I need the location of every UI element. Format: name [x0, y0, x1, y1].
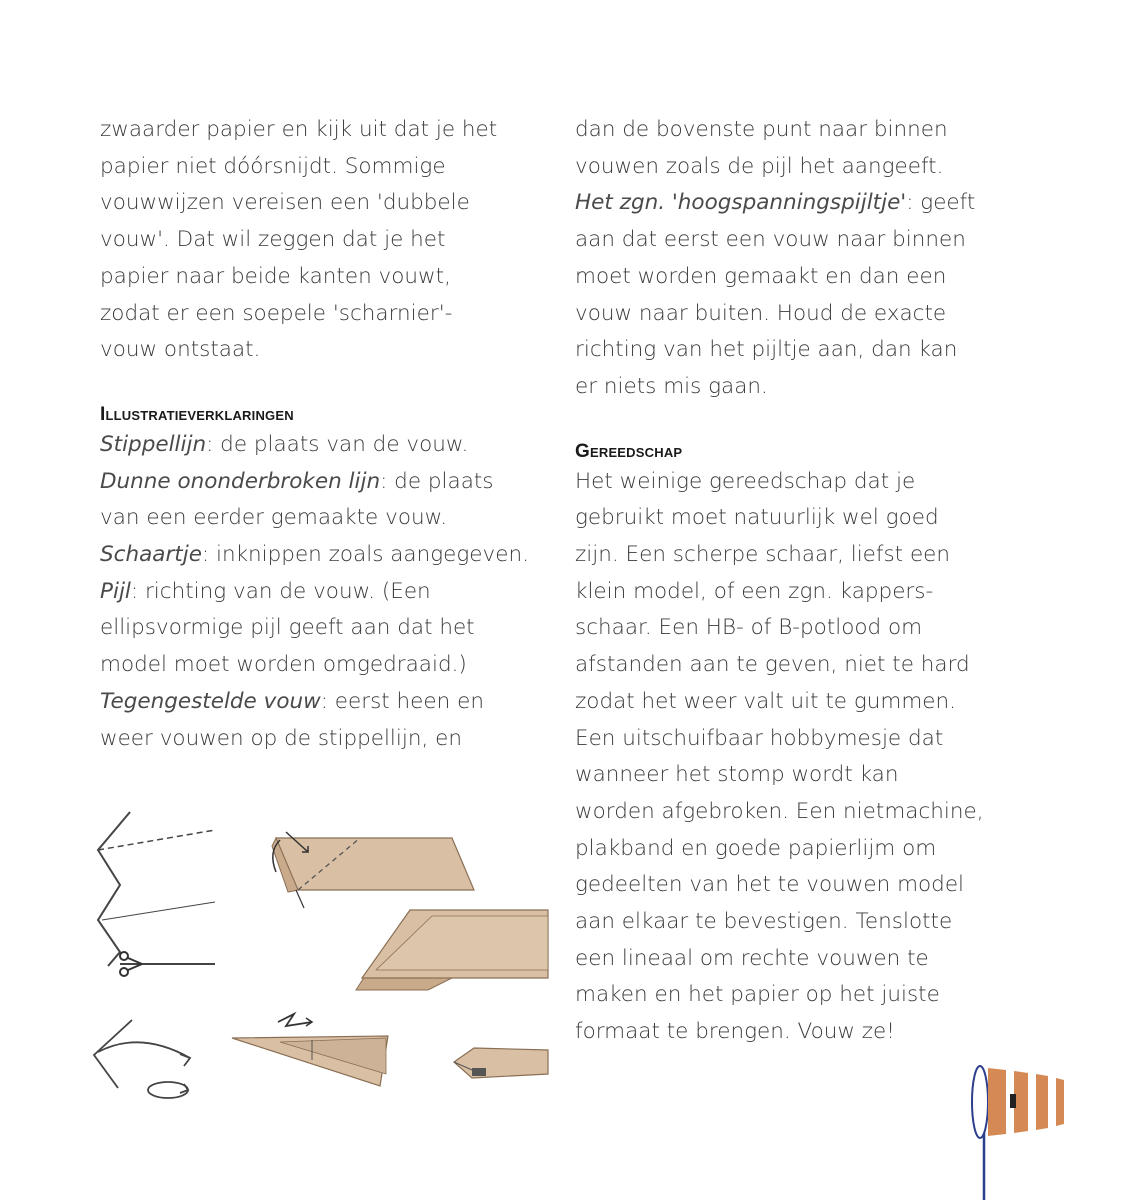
pointed-paper-bottom: [232, 1014, 388, 1086]
text-line: zwaarder papier en kijk uit dat je het: [100, 117, 498, 142]
arrow-symbols: [94, 1020, 190, 1098]
curved-arrow-icon: [98, 1042, 190, 1058]
text-line: schaar. Een HB- of B-potlood om: [575, 615, 923, 641]
text-line: zijn. Een scherpe schaar, liefst een: [575, 542, 951, 568]
heading-gereedschap: Gereedschap: [575, 440, 683, 462]
zigzag-line: [98, 812, 130, 966]
text-line: vouwwijzen vereisen een 'dubbele: [100, 190, 470, 216]
term-hoogspanningspijltje: Het zgn. 'hoogspanningspijltje': [575, 190, 907, 216]
term-pijl: Pijl: [100, 578, 131, 604]
windsock-stripes: [988, 1068, 1064, 1136]
paragraph-hoogspanningspijltje: [575, 112, 1025, 406]
text-line: papier naar beide kanten vouwt,: [100, 263, 451, 289]
small-folded-paper: [454, 1048, 548, 1078]
text-line: maken en het papier op het juiste: [575, 982, 940, 1008]
text-line: : de plaats van de vouw.: [206, 431, 469, 457]
text-line: gedeelten van het te vouwen model: [575, 872, 965, 898]
fold-diagrams-illustration: [80, 790, 560, 1110]
left-column: [100, 112, 540, 757]
text-line: ellipsvormige pijl geeft aan dat het: [100, 615, 475, 641]
text-line: van een eerder gemaakte vouw.: [100, 505, 448, 531]
paragraph-dubbele-vouw: [100, 112, 540, 369]
text-line: vouwen zoals de pijl het aangeeft.: [575, 153, 944, 179]
text-line: : inknippen zoals aangegeven.: [201, 542, 529, 568]
text-line: : de plaats: [380, 468, 494, 494]
term-tegengestelde-vouw: Tegengestelde vouw: [100, 688, 321, 714]
text-line: model moet worden omgedraaid.): [100, 652, 467, 678]
text-line: een lineaal om rechte vouwen te: [575, 945, 929, 971]
text-line: : eerst heen en: [320, 688, 484, 714]
text-line: dan de bovenste punt naar binnen: [575, 117, 948, 142]
text-line: worden afgebroken. Een nietmachine,: [575, 798, 984, 824]
folded-paper-top: [272, 832, 474, 908]
text-line: klein model, of een zgn. kappers-: [575, 578, 934, 604]
text-line: Het weinige gereedschap dat je: [575, 468, 916, 494]
text-line: richting van het pijltje aan, dan kan: [575, 337, 958, 363]
dashed-fold-line: [98, 830, 215, 850]
text-line: formaat te brengen. Vouw ze!: [575, 1019, 895, 1045]
text-line: er niets mis gaan.: [575, 373, 768, 399]
text-line: Een uitschuifbaar hobbymesje dat: [575, 725, 944, 751]
layered-paper-middle: [356, 910, 548, 990]
right-column: [575, 112, 1025, 1051]
fold-line-symbols: [98, 812, 215, 966]
text-line: aan dat eerst een vouw naar binnen: [575, 227, 966, 253]
text-line: papier niet dóórsnijdt. Sommige: [100, 153, 446, 179]
text-line: moet worden gemaakt en dan een: [575, 263, 947, 289]
text-line: wanneer het stomp wordt kan: [575, 762, 899, 788]
text-line: zodat er een soepele 'scharnier'-: [100, 300, 453, 326]
thin-solid-line: [102, 902, 215, 920]
text-line: afstanden aan te geven, niet te hard: [575, 652, 970, 678]
text-line: vouw naar buiten. Houd de exacte: [575, 300, 947, 326]
term-schaartje: Schaartje: [100, 542, 202, 568]
text-line: vouw'. Dat wil zeggen dat je het: [100, 227, 446, 253]
paragraph-illustratieverklaringen: [100, 427, 540, 757]
text-line: weer vouwen op de stippellijn, en: [100, 725, 463, 751]
text-line: zodat het weer valt uit te gummen.: [575, 688, 956, 714]
term-stippellijn: Stippellijn: [100, 431, 207, 457]
lightning-arrow-icon: [278, 1014, 312, 1026]
heading-illustratieverklaringen: Illustratieverklaringen: [100, 403, 294, 425]
text-line: : geeft: [906, 190, 976, 216]
text-line: aan elkaar te bevestigen. Tenslotte: [575, 909, 953, 935]
windsock-decoration: [960, 1060, 1084, 1200]
text-line: vouw ontstaat.: [100, 337, 261, 363]
text-line: plakband en goede papierlijm om: [575, 835, 937, 861]
paragraph-gereedschap: [575, 464, 1025, 1051]
turn-over-arrow-icon: [148, 1082, 188, 1098]
text-line: gebruikt moet natuurlijk wel goed: [575, 505, 939, 531]
text-line: : richting van de vouw. (Een: [130, 578, 431, 604]
term-dunne-lijn: Dunne ononderbroken lijn: [100, 468, 381, 494]
